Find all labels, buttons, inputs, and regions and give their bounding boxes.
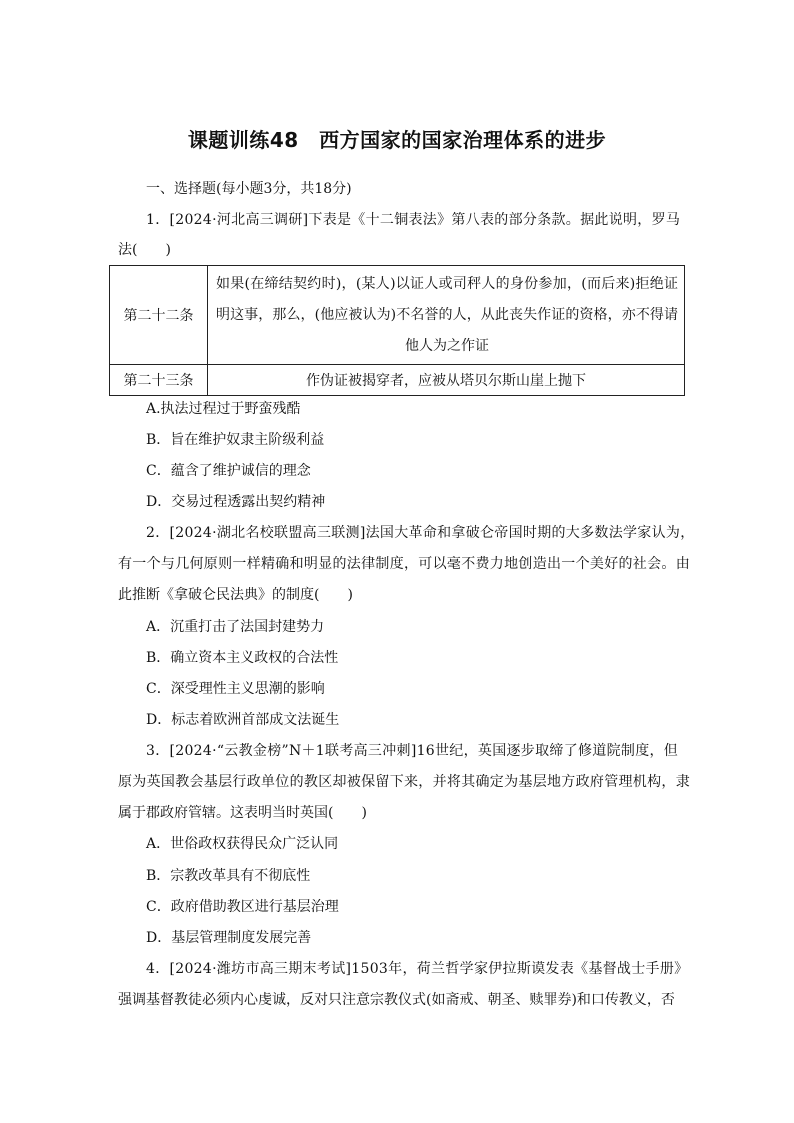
question-2-option-c: C．深受理性主义思潮的影响 (146, 681, 325, 697)
question-2-option-a: A．沉重打击了法国封建势力 (146, 619, 325, 635)
question-1-option-b: B．旨在维护奴隶主阶级利益 (146, 432, 325, 448)
question-3-stem-line-3: 属于郡政府管辖。这表明当时英国( ) (118, 805, 367, 821)
question-1-table (109, 265, 685, 396)
question-1-stem-line-2: 法( ) (118, 242, 171, 258)
question-3-option-a: A．世俗政权获得民众广泛认同 (146, 836, 339, 852)
question-1-option-c: C．蕴含了维护诚信的理念 (146, 463, 311, 479)
table-cell-article-label: 第二十三条 (110, 365, 208, 396)
question-3-option-c: C．政府借助教区进行基层治理 (146, 899, 339, 915)
table-cell-article-text (208, 266, 685, 365)
table-row (110, 365, 685, 396)
table-cell-article-text: 作伪证被揭穿者，应被从塔贝尔斯山崖上抛下 (208, 365, 685, 396)
question-1-option-a: A.执法过程过于野蛮残酷 (146, 401, 301, 417)
question-2-stem-line-1: 2．[2024·湖北名校联盟高三联测]法国大革命和拿破仑帝国时期的大多数法学家认为， (146, 525, 695, 541)
section-heading: 一、选择题(每小题3分，共18分) (146, 181, 352, 197)
question-4-stem-line-1: 4．[2024·潍坊市高三期末考试]1503年，荷兰哲学家伊拉斯谟发表《基督战士手册》 (146, 961, 689, 977)
question-3-option-b: B．宗教改革具有不彻底性 (146, 868, 311, 884)
question-1-option-d: D．交易过程透露出契约精神 (146, 494, 326, 510)
table-row (110, 266, 685, 365)
question-2-option-b: B．确立资本主义政权的合法性 (146, 650, 339, 666)
question-2-stem-line-3: 此推断《拿破仑民法典》的制度( ) (118, 587, 353, 603)
table-cell-article-label: 第二十二条 (110, 266, 208, 365)
question-1-stem-line-1: 1．[2024·河北高三调研]下表是《十二铜表法》第八表的部分条款。据此说明，罗马 (146, 212, 681, 228)
question-2-option-d: D．标志着欧洲首部成文法诞生 (146, 712, 340, 728)
page-title: 课题训练48 西方国家的国家治理体系的进步 (187, 128, 607, 152)
question-3-option-d: D．基层管理制度发展完善 (146, 930, 312, 946)
question-3-stem-line-1: 3．[2024·“云教金榜”N＋1联考高三冲刺]16世纪，英国逐步取缔了修道院制度，但 (146, 743, 679, 759)
question-4-stem-line-2: 强调基督教徒必须内心虔诚，反对只注意宗教仪式(如斋戒、朝圣、赎罪券)和口传教义，否 (118, 992, 675, 1008)
question-3-stem-line-2: 原为英国教会基层行政单位的教区却被保留下来，并将其确定为基层地方政府管理机构，隶 (118, 774, 690, 790)
question-2-stem-line-2: 有一个与几何原则一样精确和明显的法律制度，可以毫不费力地创造出一个美好的社会。由 (118, 556, 690, 572)
article-text: 如果(在缔结契约时)，(某人)以证人或司秤人的身份参加，(而后来)拒绝证明这事，那么，(他应被认为)不名誉的人，从此丧失作证的资格，亦不得请他人为之作证 (216, 275, 678, 354)
